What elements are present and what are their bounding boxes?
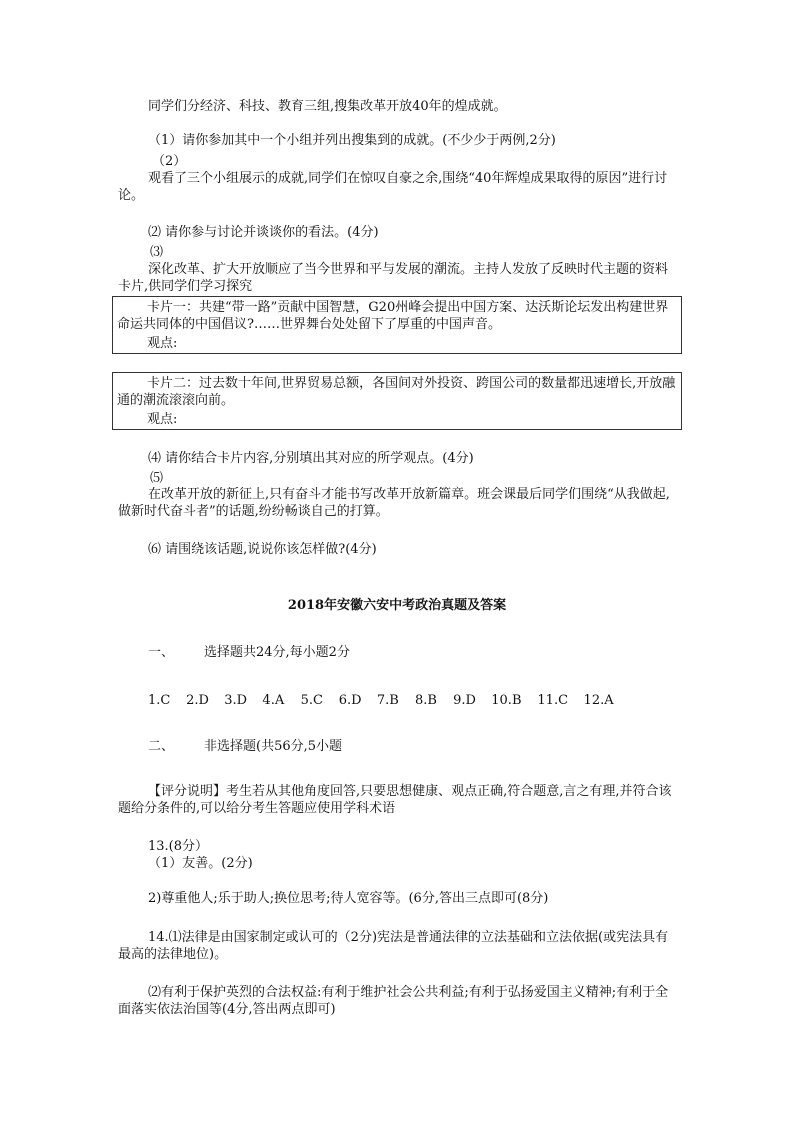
choice-answer: 5.C xyxy=(300,693,323,708)
question-2: ⑵ 请你参与讨论并谈谈你的看法。(4分) xyxy=(148,225,379,240)
question-3-context: 深化改革、扩大开放顺应了当今世界和平与发展的潮流。主持人发放了反映时代主题的资料卡片,供同学们学习探究 xyxy=(118,262,669,294)
answer-13-part-2: 2)尊重他人;乐于助人;换位思考;待人宽容等。(6分,答出三点即可(8分) xyxy=(148,891,549,906)
choice-answer: 2.D xyxy=(186,693,209,708)
question-4: ⑷ 请你结合卡片内容,分别填出其对应的所学观点。(4分) xyxy=(148,451,474,466)
intro-text: 同学们分经济、科技、教育三组,搜集改革开放40年的煌成就。 xyxy=(148,99,507,114)
answer-14-part-1: 14.⑴法律是由国家制定或认可的（2分)宪法是普通法律的立法基础和立法依据(或宪法具有最高的法律地位)。 xyxy=(118,930,669,962)
choice-answers xyxy=(148,692,626,709)
card-1-viewpoint-label: 观点: xyxy=(147,336,178,351)
choice-answer: 1.C xyxy=(148,693,171,708)
question-5-context: 在改革开放的新征上,只有奋斗才能书写改革开放新篇章。班会课最后同学们围绕“从我做起,做新时代奋斗者”的话题,纷纷畅谈自己的打算。 xyxy=(118,487,670,519)
choice-answer: 6.D xyxy=(338,693,362,708)
part-1-number: 一、 xyxy=(148,645,175,660)
question-2-context: 观看了三个小组展示的成就,同学们在惊叹自豪之余,围绕“40年辉煌成果取得的原因”进行讨论。 xyxy=(118,171,668,203)
question-2-number: （2） xyxy=(152,154,187,169)
scoring-note: 【评分说明】考生若从其他角度回答,只要思想健康、观点正确,符合题意,言之有理,并符合该题给分条件的,可以给分考生答题应使用学科术语 xyxy=(118,784,672,816)
material-card-1 xyxy=(112,296,682,354)
answer-14-part-2: ⑵有利于保护英烈的合法权益:有利于维护社会公共利益;有利于弘扬爱国主义精神;有利于全面落实依法治国等(4分,答出两点即可) xyxy=(118,985,669,1017)
card-2-viewpoint-label: 观点: xyxy=(147,412,178,427)
card-2-text: 卡片二：过去数十年间,世界贸易总额，各国间对外投资、跨国公司的数量都迅速增长,开放融通的潮流滚滚向前。 xyxy=(117,376,676,408)
choice-answer: 3.D xyxy=(224,693,248,708)
material-card-2 xyxy=(112,372,682,430)
part-2-number: 二、 xyxy=(148,739,175,754)
answers-title: 2018年安徽六安中考政治真题及答案 xyxy=(287,598,507,613)
part-1-title: 选择题共24分,每小题2分 xyxy=(204,645,350,660)
choice-answer: 9.D xyxy=(453,693,476,708)
answer-13-part-1: （1）友善。(2分) xyxy=(148,856,253,871)
answer-13-heading: 13.(8分） xyxy=(148,839,209,854)
choice-answer: 10.B xyxy=(491,693,522,708)
choice-answer: 8.B xyxy=(414,693,437,708)
choice-answer: 4.A xyxy=(262,693,285,708)
choice-answer: 7.B xyxy=(376,693,399,708)
card-1-text: 卡片一：共建“带一路”贡献中国智慧，G20州峰会提出中国方案、达沃斯论坛发出构建世界命运共同体的中国倡议?……世界舞台处处留下了厚重的中国声音。 xyxy=(117,300,669,332)
question-1: （1）请你参加其中一个小组并列出搜集到的成就。(不少少于两例,2分) xyxy=(148,133,556,148)
question-5-number: ⑸ xyxy=(150,471,164,486)
question-3-number: ⑶ xyxy=(150,245,164,260)
choice-answer: 11.C xyxy=(537,693,569,708)
question-6: ⑹ 请围绕该话题,说说你该怎样做?(4分) xyxy=(148,542,377,557)
part-2-title: 非选择题(共56分,5小题 xyxy=(204,739,343,754)
choice-answer: 12.A xyxy=(583,693,614,708)
